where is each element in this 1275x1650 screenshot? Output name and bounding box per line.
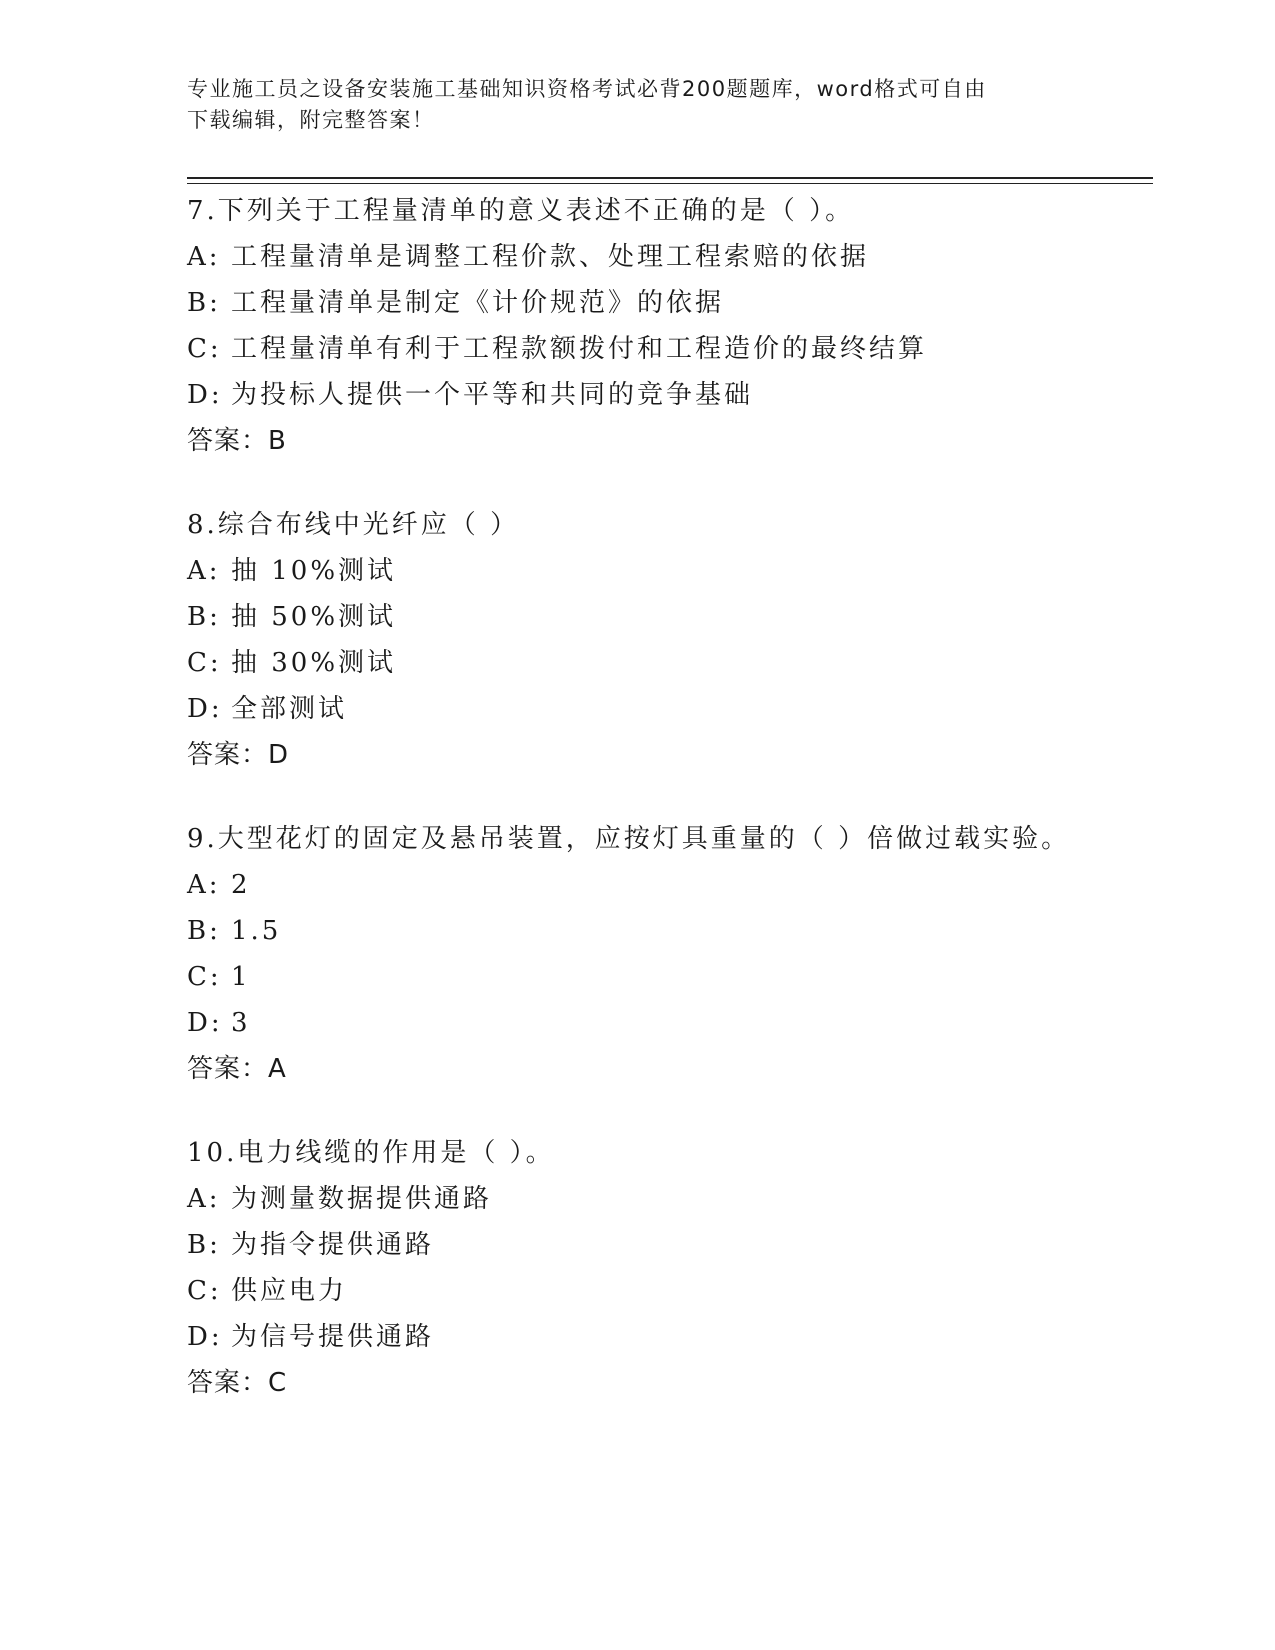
option-text: 1 (231, 962, 251, 992)
option-text: 供应电力 (231, 1276, 348, 1306)
option-c (187, 326, 1153, 372)
option-key: B: (187, 916, 221, 946)
option-d (187, 1000, 1153, 1046)
header-line-2: 下载编辑，附完整答案！ (187, 108, 435, 132)
option-key: A: (187, 870, 221, 900)
question-10 (187, 1130, 1153, 1406)
option-a (187, 862, 1153, 908)
option-c (187, 954, 1153, 1000)
option-b (187, 908, 1153, 954)
option-text: 为测量数据提供通路 (231, 1184, 493, 1214)
option-text: 为信号提供通路 (231, 1322, 435, 1352)
option-a (187, 234, 1153, 280)
option-c (187, 1268, 1153, 1314)
option-text: 为指令提供通路 (231, 1230, 435, 1260)
header-divider-thin (187, 183, 1153, 184)
question-list (187, 188, 1153, 1444)
option-key: A: (187, 242, 221, 272)
option-key: B: (187, 288, 221, 318)
option-key: C: (187, 648, 222, 678)
option-text: 工程量清单是调整工程价款、处理工程索赔的依据 (231, 242, 870, 272)
answer-label: 答案：B (187, 426, 287, 456)
question-9 (187, 816, 1153, 1092)
option-text: 1.5 (231, 916, 282, 946)
header-line-1: 专业施工员之设备安装施工基础知识资格考试必背200题题库，word格式可自由 (187, 77, 987, 101)
option-key: A: (187, 1184, 221, 1214)
option-a (187, 1176, 1153, 1222)
question-8 (187, 502, 1153, 778)
option-d (187, 1314, 1153, 1360)
option-text: 工程量清单有利于工程款额拨付和工程造价的最终结算 (231, 334, 928, 364)
option-key: D: (187, 694, 223, 724)
question-7 (187, 188, 1153, 464)
option-b (187, 1222, 1153, 1268)
option-b (187, 594, 1153, 640)
option-key: C: (187, 1276, 222, 1306)
option-text: 3 (231, 1008, 251, 1038)
option-key: A: (187, 556, 221, 586)
option-key: B: (187, 602, 221, 632)
answer-label: 答案：A (187, 1054, 287, 1084)
option-text: 工程量清单是制定《计价规范》的依据 (231, 288, 725, 318)
option-text: 抽 10%测试 (231, 556, 397, 586)
option-text: 抽 50%测试 (231, 602, 397, 632)
header-divider-thick (187, 177, 1153, 179)
option-text: 全部测试 (231, 694, 348, 724)
question-stem: 8.综合布线中光纤应（ ） (187, 510, 520, 540)
option-text: 2 (231, 870, 251, 900)
option-key: D: (187, 1322, 223, 1352)
option-d (187, 686, 1153, 732)
option-key: C: (187, 962, 222, 992)
option-key: D: (187, 380, 223, 410)
option-key: B: (187, 1230, 221, 1260)
answer-label: 答案：D (187, 740, 290, 770)
document-header (187, 74, 1067, 136)
option-text: 抽 30%测试 (231, 648, 397, 678)
question-stem: 7.下列关于工程量清单的意义表述不正确的是（ ）。 (187, 196, 855, 226)
option-key: C: (187, 334, 222, 364)
answer-label: 答案：C (187, 1368, 288, 1398)
question-stem: 10.电力线缆的作用是（ ）。 (187, 1138, 555, 1168)
question-stem: 9.大型花灯的固定及悬吊装置，应按灯具重量的（ ）倍做过载实验。 (187, 824, 1071, 854)
option-key: D: (187, 1008, 223, 1038)
option-text: 为投标人提供一个平等和共同的竞争基础 (231, 380, 754, 410)
option-d (187, 372, 1153, 418)
option-a (187, 548, 1153, 594)
option-b (187, 280, 1153, 326)
option-c (187, 640, 1153, 686)
